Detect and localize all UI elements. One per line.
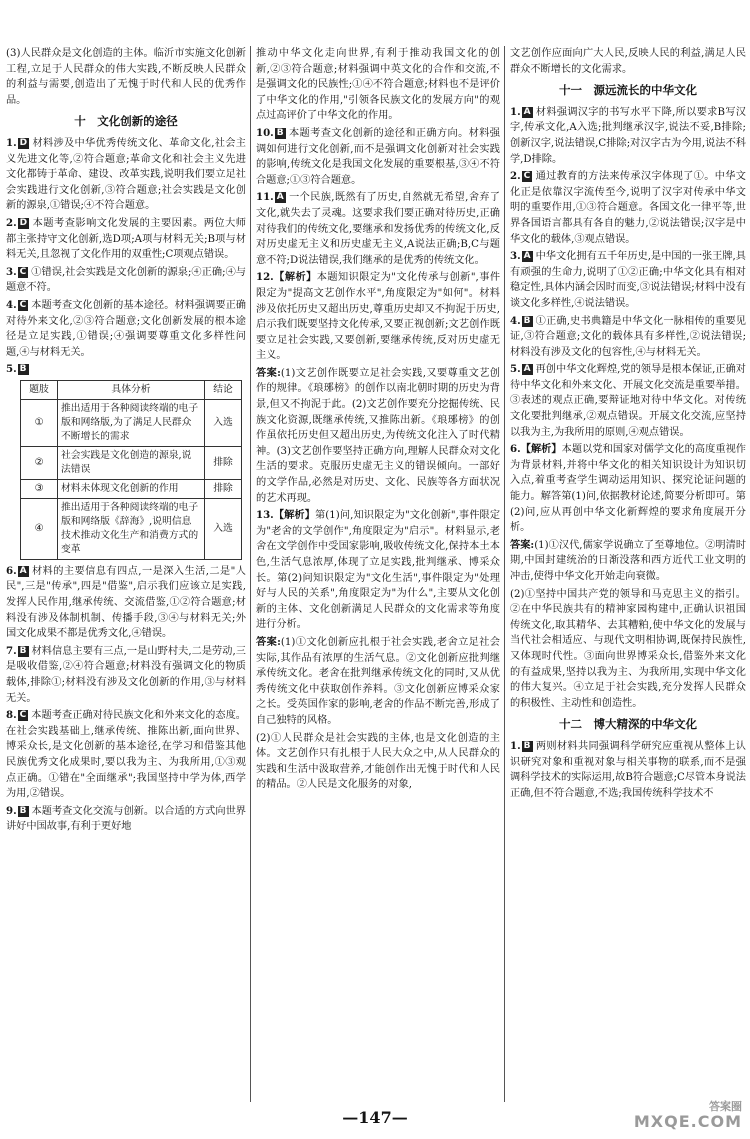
answer-block: [510, 538, 746, 585]
table-row: [21, 479, 242, 498]
answer-item: [510, 105, 746, 167]
question-number: 1.: [510, 739, 521, 752]
answer-text: 材料强调汉字的书写水平下降,所以要求B写汉字,传承文化,A入选;批判继承汉字,说法不妥,B排除;创新汉字,说法错误,C排除;对汉字古为今用,说法不科学,D排除。: [510, 106, 746, 165]
answer-choice-badge: A: [276, 192, 284, 203]
answer-text: 材料信息主要有三点,一是山野村夫,二是劳动,三是吸收借鉴,②④符合题意;材料没有强调文化的物质载体,排除①;材料没有涉及文化创新的作用,③与材料无关。: [6, 645, 246, 704]
answer-text: 材料的主要信息有四点,一是深入生活,二是"人民",三是"传承",四是"借鉴",启示我们应该立足实践,发挥人民作用,继承传统、交流借鉴,①②符合题意;材料没有涉及体制机制、传播手段,③④与材料无关;外国文化成果不都是优秀文化,④错误。: [6, 565, 246, 640]
answer-item: [510, 362, 746, 440]
answer-choice-badge: C: [19, 299, 27, 310]
question-number: 6.: [510, 443, 521, 456]
answer-choice-badge: A: [523, 251, 531, 262]
answer-item: [510, 314, 746, 361]
table-cell: ④: [21, 498, 58, 559]
answer-text: 本题以党和国家对儒学文化的高度重视作为背景材料,并将中华文化的相关知识设计为知识切入点,着重考查学生调动运用知识、探究论证问题的能力。解答第(1)问,依据教材论述,简要分析即可。第(2)问,应从再创中华文化新辉煌的要求角度展开分析。: [510, 444, 746, 534]
table-header: 结论: [205, 380, 242, 399]
answer-text: 材料涉及中华优秀传统文化、革命文化,社会主义先进文化等,②符合题意;革命文化和社会主义先进文化都铸于革命、建设、改革实践,说明我们要立足社会实践进行文化创新,③符合题意;社会实践是文化创新的源泉,①错误;④不符合题意。: [6, 137, 246, 212]
answer-choice-badge: A: [523, 106, 531, 117]
answer-text: (1)①文化创新应扎根于社会实践,老舍立足社会实际,其作品有浓厚的生活气息。②文化创新应批判继承传统文化。老舍在批判继承传统文化的同时,又从优秀传统文化中获取创作养料。③文化创新应博采众家之长。受英国作家的影响,老舍的作品不断完善,形成了自己独特的风格。: [256, 636, 500, 726]
answer-text: 本题考查文化交流与创新。以合适的方式向世界讲好中国故事,有利于更好地: [6, 805, 246, 833]
table-cell: ①: [21, 399, 58, 446]
question-number: 2.: [6, 216, 17, 229]
question-number: 7.: [6, 644, 17, 657]
answer-choice-badge: A: [19, 565, 27, 576]
answer-item: [6, 804, 246, 835]
table-cell: 材料未体现文化创新的作用: [58, 479, 205, 498]
question-number: 1.: [510, 105, 521, 118]
question-number: 2.: [510, 170, 521, 183]
answer-choice-badge: B: [19, 805, 27, 816]
answer-item: [6, 564, 246, 642]
table-header: 具体分析: [58, 380, 205, 399]
analysis-table: [20, 380, 242, 560]
answer-text: ①错误,社会实践是文化创新的源泉;④正确;④与题意不符。: [6, 266, 246, 294]
answer-text: 通过教育的方法来传承汉字体现了①。中华文化正是依靠汉字流传至今,说明了汉字对传承中华文明的重要作用,①③符合题意。各国文化一律平等,世界各国语言都具有各自的魅力,②说法错误;汉字是中华文化的载体,③观点错误。: [510, 171, 746, 245]
answer-item: [6, 136, 246, 214]
answer-choice-badge: C: [523, 171, 531, 182]
question-number: 3.: [6, 265, 17, 278]
table-cell: 入选: [205, 399, 242, 446]
section-heading: 十一 源远流长的中华文化: [559, 83, 697, 98]
answer-label: 答案:: [256, 366, 281, 379]
question-number: 1.: [6, 136, 17, 149]
answer-paragraph: (2)①人民群众是社会实践的主体,也是文化创造的主体。文艺创作只有扎根于人民大众之中,从人民群众的实践和生活中汲取营养,才能创作出无愧于时代和人民的精品。②人民是文化服务的对象,: [256, 732, 500, 791]
question-number: 4.: [6, 298, 17, 311]
answer-text: 一个民族,既然有了历史,自然就无希望,舍弃了文化,就失去了灵魂。这要求我们要正确对待历史,正确对待我们的传统文化,要继承和发扬优秀的传统文化,反对历史虚无主义和历史虚无主义,A说法正确;B,C与题意不符;D说法错误,我们继承的是优秀的传统文化。: [256, 192, 500, 266]
column-divider: [250, 46, 251, 1102]
question-number: 5.: [510, 363, 521, 376]
table-cell: ②: [21, 446, 58, 479]
answer-text: 本题考查影响文化发展的主要因素。两位大师都主张持守文化创新,选D项;A项与材料无关;B项与材料无关,且忽视了文化作用的双重性;C项观点错误。: [6, 217, 246, 261]
table-cell: 排除: [205, 479, 242, 498]
question-number: 13.: [256, 509, 274, 522]
answer-choice-badge: B: [19, 364, 27, 375]
table-cell: 社会实践是文化创造的源泉,说法错误: [58, 446, 205, 479]
table-header-row: [21, 380, 242, 399]
answer-item: [256, 126, 500, 188]
answer-block: [256, 366, 500, 506]
answer-text: 本题考查文化创新的基本途径。材料强调要正确对待外来文化,②③符合题意;文化创新发展的根本途径是立足实践,①错误;④强调要尊重文化多样性问题,④与材料无关。: [6, 299, 246, 358]
answer-choice-badge: D: [19, 217, 28, 228]
column-left: [6, 46, 246, 837]
answer-block: [256, 635, 500, 729]
question-number: 10.: [256, 126, 274, 139]
answer-text: (1)文艺创作既要立足社会实践,又要尊重文艺创作的规律。《琅琊榜》的创作以南北朝时期的历史为背景,但又不拘泥于此。(2)文艺创作要充分挖掘传统、民族文化资源,既继承传统,又推陈出新。《琅琊榜》的创作虽依托历史但又超出历史,为传统文化注入了时代精神。(3)文艺创作要坚持正确方向,理解人民群众对文化生活的要求。克服历史虚无主义的错误倾向。一部好的文学作品,必然是对历史、文化、民族等各方面状况的艺术再现。: [256, 367, 500, 504]
table-row: [21, 498, 242, 559]
table-row: [21, 446, 242, 479]
answer-paragraph: 文艺创作应面向广大人民,反映人民的利益,满足人民群众不断增长的文化需求。: [510, 48, 746, 75]
table-cell: 推出适用于各种阅读终端的电子版和网络版,为了满足人民群众不断增长的需求: [58, 399, 205, 446]
answer-item: [256, 270, 500, 364]
table-cell: 推出适用于各种阅读终端的电子版和网络版《辞海》,说明信息技术推动文化生产和消费方式的变革: [58, 498, 205, 559]
question-number: 6.: [6, 564, 17, 577]
table-header: 题肢: [21, 380, 58, 399]
watermark-url: MXQE.COM: [633, 1112, 742, 1131]
column-divider: [504, 46, 505, 1102]
answer-item: [6, 708, 246, 802]
answer-paragraph: 推动中华文化走向世界,有利于推动我国文化的创新,②③符合题意;材料强调中英文化的合作和交流,不是强调文化的民族性;①④不符合题意;材料也不是评价了中华文化的作用,"引领各民族文化的发展方向"的观点过高评价了中华文化的作用。: [256, 48, 500, 122]
question-number: 12.: [256, 271, 274, 284]
watermark-text: 答案圈: [709, 1100, 742, 1113]
answer-choice-badge: D: [19, 137, 28, 148]
answer-paragraph: (2)①坚持中国共产党的领导和马克思主义的指引。②在中华民族共有的精神家园构建中,正确认识祖国传统文化,取其精华、去其糟粕,使中华文化的发展与当代社会相适应、与现代文明相协调,既保持民族性,又体现时代性。③面向世界博采众长,借鉴外来文化的有益成果,坚持以我为主、为我所用,实现中华文化的伟大复兴。④立足于社会实践,充分发挥人民群众的积极性、主动性和创造性。: [510, 588, 746, 709]
table-cell: ③: [21, 479, 58, 498]
answer-item: [510, 442, 746, 536]
answer-text: 本题考查正确对待民族文化和外来文化的态度。在社会实践基础上,继承传统、推陈出新,面向世界、博采众长,是文化创新的基本途径,在学习和借鉴其他民族优秀文化成果时,要以我为主、为我所用,①③观点正确。①错在"全面继承";我国坚持中学为体,西学为用,②错误。: [6, 710, 246, 800]
question-number: 11.: [256, 191, 274, 204]
answer-choice-badge: B: [523, 315, 531, 326]
question-number: 9.: [6, 804, 17, 817]
table-cell: 入选: [205, 498, 242, 559]
column-middle: [256, 46, 500, 795]
table-cell: 排除: [205, 446, 242, 479]
answer-text: (1)①汉代,儒家学说确立了至尊地位。②明清时期,中国封建统治的日渐没落和西方近代工业文明的冲击,使得中华文化开始走向衰微。: [510, 539, 747, 582]
answer-label: 答案:: [510, 538, 535, 551]
answer-item: [510, 739, 746, 801]
question-number: 4.: [510, 314, 521, 327]
answer-item: [256, 508, 500, 633]
page-number: —147—: [342, 1108, 408, 1127]
answer-text: 第(1)问,知识限定为"文化创新",事件限定为"老舍的文学创作",角度限定为"启示"。材料显示,老舍在文学创作中受国家影响,吸收传统文化,保持本土本色,生活气息浓厚,体现了立足实践,批判继承、博采众长。第(2)问知识限定为"文化生活",事件限定为"处理好与人民的关系",角度限定为"为什么",主要从文化创新的主体、文化创新满足人民群众的文化需求等角度进行分析。: [256, 510, 501, 631]
analysis-tag: 【解析】: [273, 271, 317, 284]
answer-item: [510, 249, 746, 311]
answer-choice-badge: B: [276, 127, 284, 138]
answer-item: [6, 298, 246, 360]
answer-item: [6, 362, 246, 378]
answer-text: 本题考查文化创新的途径和正确方向。材料强调如何进行文化创新,而不是强调文化创新对社会实践的影响,传统文化是我国文化发展的重要根基,③④不符合题意;①③符合题意。: [256, 127, 500, 186]
answer-choice-badge: B: [19, 645, 27, 656]
answer-choice-badge: C: [19, 710, 27, 721]
answer-text: 本题知识限定为"文化传承与创新",事件限定为"提高文艺创作水平",角度限定为"如何"。材料涉及依托历史又超出历史,尊重历史却又不拘泥于历史,启示我们既要坚持文化传承,又要正视创新;文艺创作既要立足社会实践,又要创新,要继承传统,反对历史虚无主义。: [256, 272, 501, 362]
answer-text: 中华文化拥有五千年历史,是中国的一张王牌,具有顽强的生命力,说明了①②正确;中华文化具有相对稳定性,具体内涵会因时而变,③说法错误;材料中没有谈文化多样性,④说法错误。: [510, 251, 746, 309]
answer-item: [510, 169, 746, 247]
question-number: 5.: [6, 363, 17, 376]
answer-text: 两则材料共同强调科学研究应重视从整体上认识研究对象和重视对象与相关事物的联系,而不是强调科学技术的实际运用,故B符合题意;C尽管本身说法正确,但不符合题意,不选;我国传统科学技术不: [510, 740, 746, 799]
table-row: [21, 399, 242, 446]
answer-item: [6, 644, 246, 706]
question-number: 8.: [6, 709, 17, 722]
answer-text: ①正确,史书典籍是中华文化一脉相传的重要见证,③符合题意;文化的载体具有多样性,②说法错误;材料没有涉及文化的包容性,④与材料无关。: [510, 315, 746, 358]
answer-choice-badge: A: [523, 364, 531, 375]
answer-label: 答案:: [256, 635, 281, 648]
answer-item: [6, 216, 246, 263]
answer-choice-badge: C: [19, 266, 27, 277]
analysis-tag: 【解析】: [520, 443, 562, 456]
answer-choice-badge: B: [523, 740, 531, 751]
section-heading: 十二 博大精深的中华文化: [559, 717, 697, 732]
section-heading: 十 文化创新的途径: [74, 114, 178, 129]
watermark-logo: [624, 1098, 742, 1134]
analysis-tag: 【解析】: [273, 509, 316, 522]
question-number: 3.: [510, 250, 521, 263]
answer-paragraph: (3)人民群众是文化创造的主体。临沂市实施文化创新工程,立足于人民群众的伟大实践,不断反映人民群众的利益与需要,创造出了无愧于时代和人民的优秀作品。: [6, 48, 246, 106]
answer-item: [256, 190, 500, 268]
answer-item: [6, 265, 246, 296]
answer-text: 再创中华文化辉煌,党的领导是根本保证,正确对待中华文化和外来文化、开展文化交流是重要举措。③表述的观点正确,要辩证地对待中华文化。对传统文化要批判继承,②观点错误。开展文化交流,应坚持以我为主,为我所用的原则,④观点错误。: [510, 364, 746, 438]
column-right: [510, 46, 746, 803]
